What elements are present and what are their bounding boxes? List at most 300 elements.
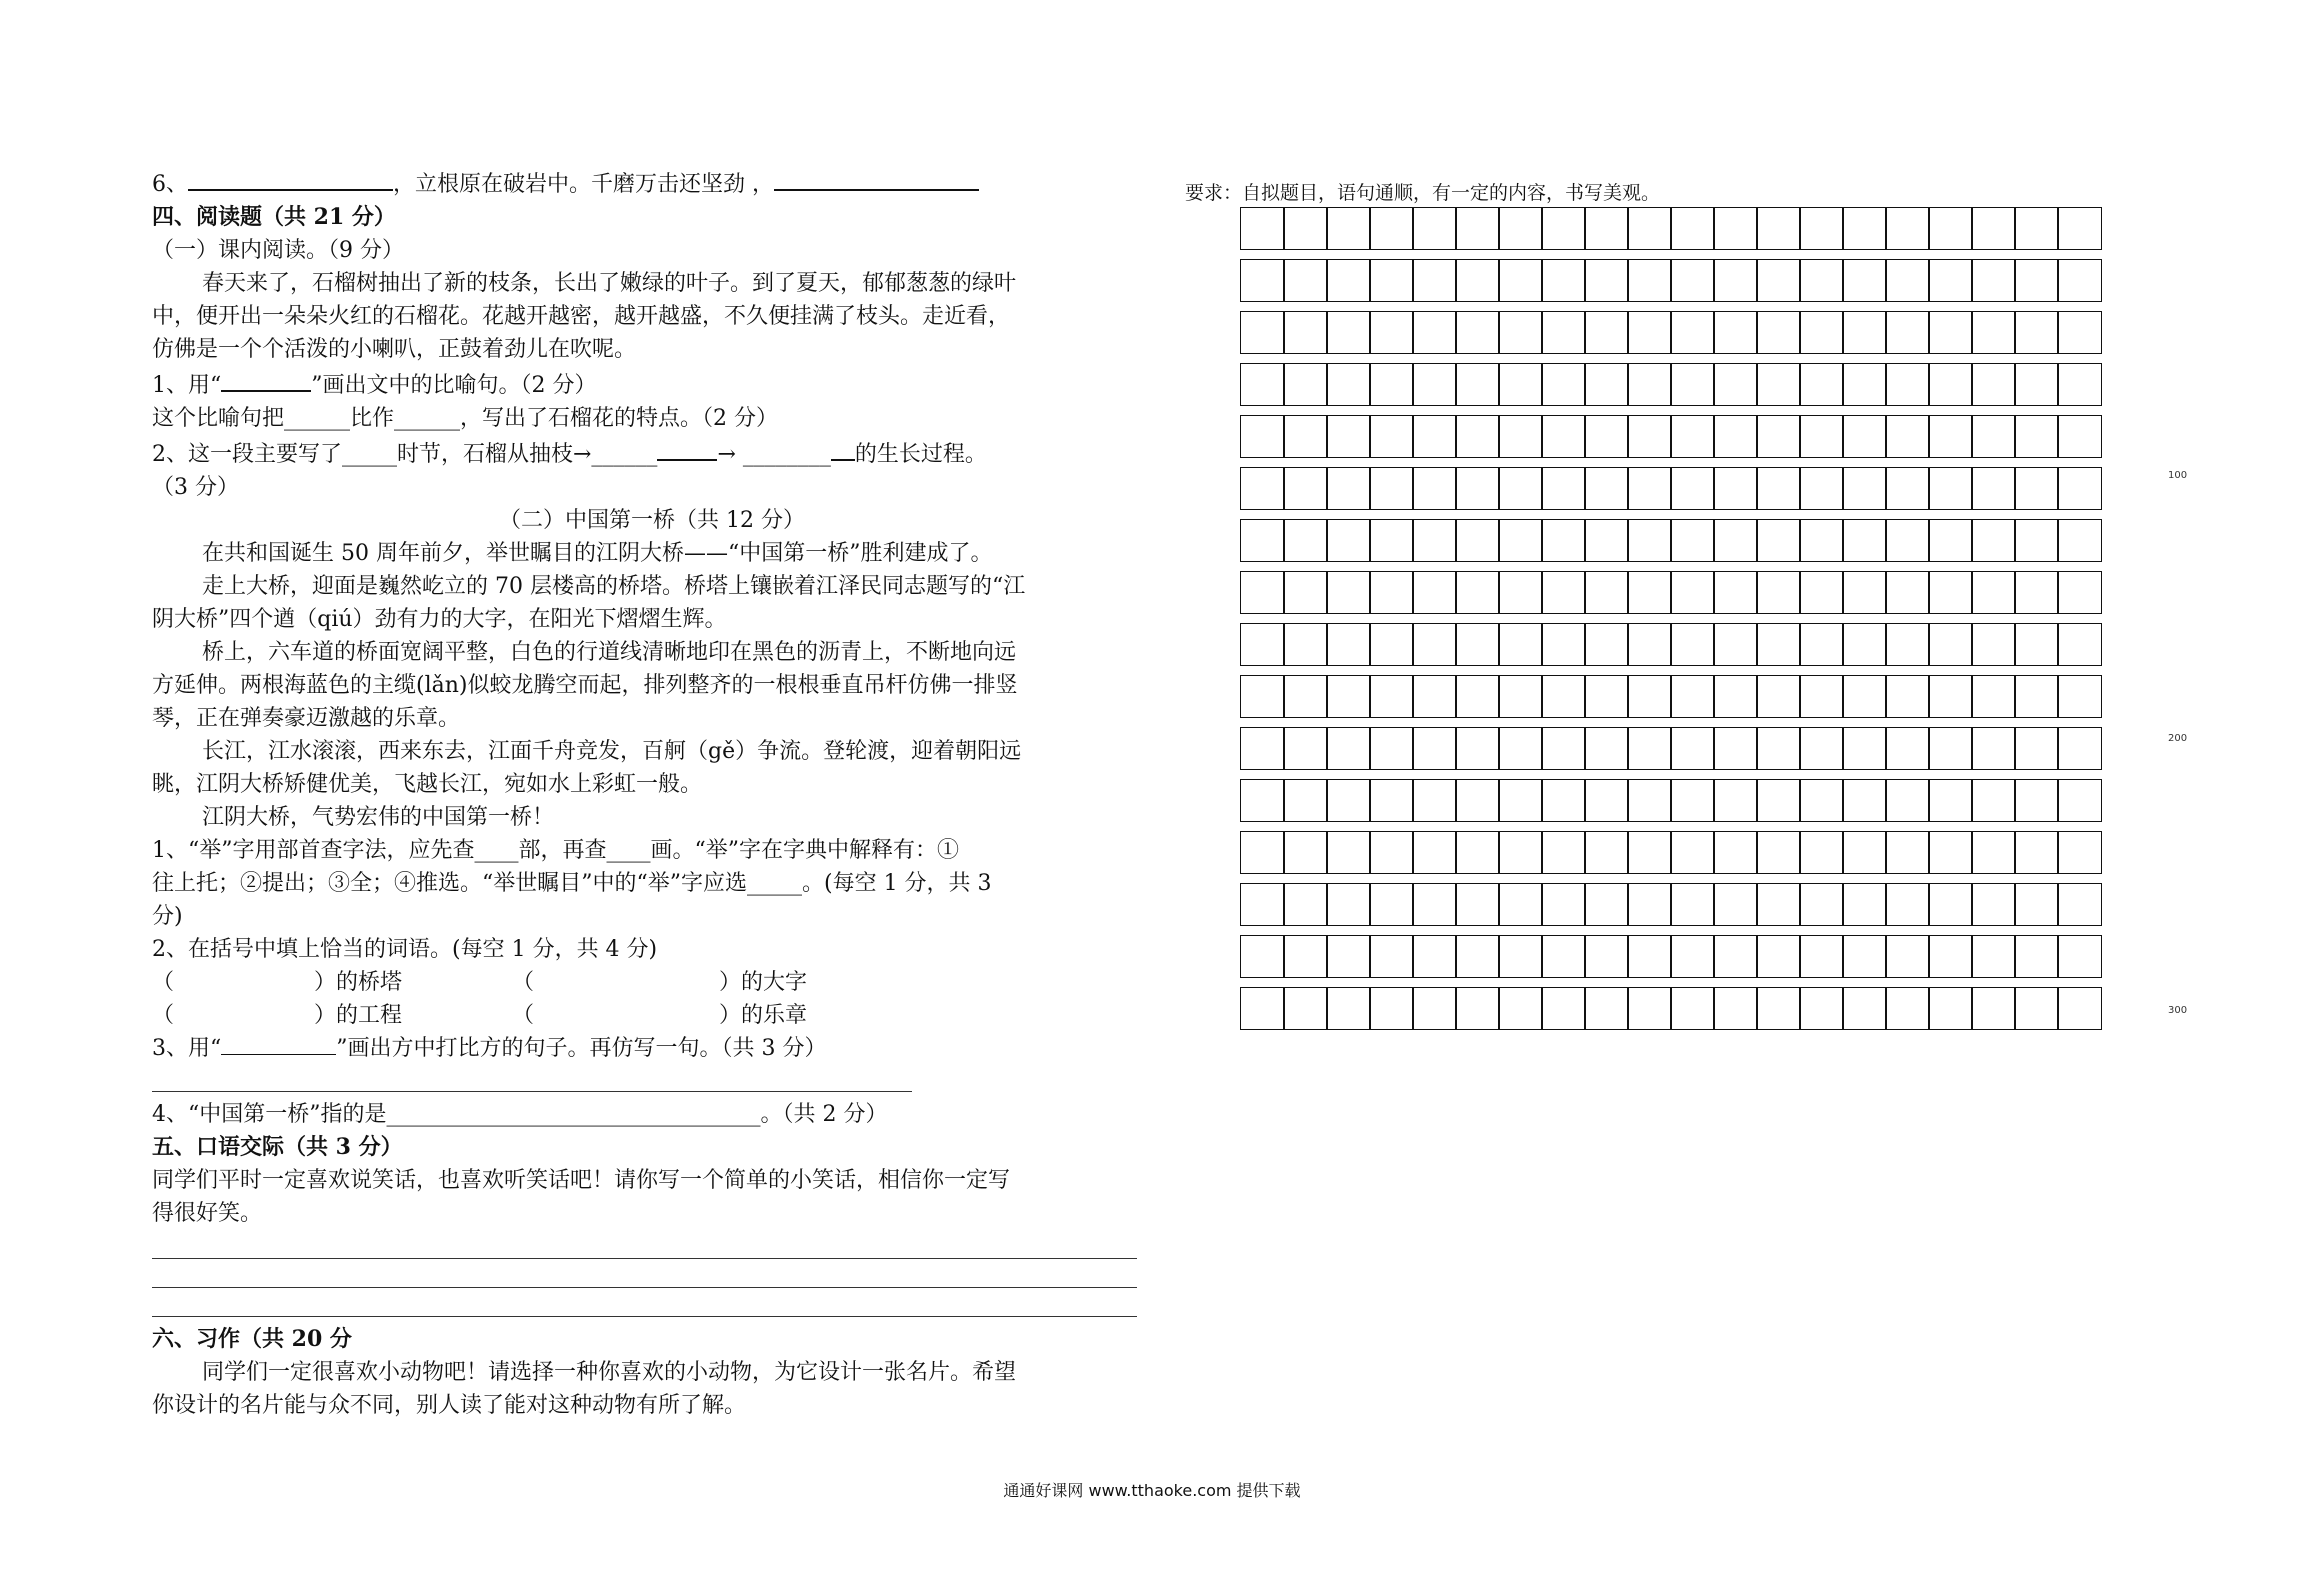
grid-cell[interactable] bbox=[1885, 883, 1930, 926]
grid-cell[interactable] bbox=[1627, 935, 1672, 978]
grid-cell[interactable] bbox=[1627, 623, 1672, 666]
grid-cell[interactable] bbox=[1541, 311, 1586, 354]
grid-cell[interactable] bbox=[1455, 519, 1500, 562]
grid-cell[interactable] bbox=[2057, 571, 2102, 614]
answer-line[interactable] bbox=[152, 1069, 912, 1092]
grid-cell[interactable] bbox=[2057, 623, 2102, 666]
grid-cell[interactable] bbox=[1498, 883, 1543, 926]
grid-cell[interactable] bbox=[1971, 207, 2016, 250]
grid-cell[interactable] bbox=[1412, 727, 1457, 770]
grid-cell[interactable] bbox=[1240, 259, 1285, 302]
grid-cell[interactable] bbox=[1326, 675, 1371, 718]
grid-cell[interactable] bbox=[1412, 935, 1457, 978]
grid-cell[interactable] bbox=[1326, 519, 1371, 562]
grid-cell[interactable] bbox=[1670, 363, 1715, 406]
grid-cell[interactable] bbox=[1498, 675, 1543, 718]
grid-cell[interactable] bbox=[1799, 779, 1844, 822]
grid-cell[interactable] bbox=[1670, 571, 1715, 614]
grid-cell[interactable] bbox=[1455, 727, 1500, 770]
grid-cell[interactable] bbox=[1369, 675, 1414, 718]
grid-cell[interactable] bbox=[1369, 935, 1414, 978]
grid-cell[interactable] bbox=[1713, 363, 1758, 406]
grid-cell[interactable] bbox=[1928, 259, 1973, 302]
grid-cell[interactable] bbox=[2057, 727, 2102, 770]
grid-cell[interactable] bbox=[1971, 311, 2016, 354]
grid-cell[interactable] bbox=[1756, 259, 1801, 302]
grid-cell[interactable] bbox=[2014, 519, 2059, 562]
grid-cell[interactable] bbox=[1412, 675, 1457, 718]
grid-cell[interactable] bbox=[1498, 987, 1543, 1030]
grid-cell[interactable] bbox=[1799, 935, 1844, 978]
grid-cell[interactable] bbox=[1541, 623, 1586, 666]
grid-cell[interactable] bbox=[1283, 519, 1328, 562]
grid-cell[interactable] bbox=[1928, 207, 1973, 250]
grid-cell[interactable] bbox=[1627, 415, 1672, 458]
grid-cell[interactable] bbox=[1756, 519, 1801, 562]
grid-cell[interactable] bbox=[2014, 259, 2059, 302]
grid-cell[interactable] bbox=[1541, 987, 1586, 1030]
grid-cell[interactable] bbox=[1799, 363, 1844, 406]
grid-cell[interactable] bbox=[2014, 987, 2059, 1030]
grid-cell[interactable] bbox=[1498, 935, 1543, 978]
grid-cell[interactable] bbox=[2014, 831, 2059, 874]
grid-cell[interactable] bbox=[1498, 831, 1543, 874]
grid-cell[interactable] bbox=[1928, 519, 1973, 562]
grid-cell[interactable] bbox=[1584, 623, 1629, 666]
grid-cell[interactable] bbox=[1412, 259, 1457, 302]
grid-cell[interactable] bbox=[1369, 415, 1414, 458]
grid-cell[interactable] bbox=[1455, 311, 1500, 354]
q2-blank-2[interactable] bbox=[831, 435, 855, 461]
grid-cell[interactable] bbox=[1455, 987, 1500, 1030]
grid-cell[interactable] bbox=[1541, 675, 1586, 718]
grid-cell[interactable] bbox=[1842, 363, 1887, 406]
grid-cell[interactable] bbox=[2057, 883, 2102, 926]
grid-cell[interactable] bbox=[1842, 571, 1887, 614]
grid-cell[interactable] bbox=[1455, 831, 1500, 874]
grid-cell[interactable] bbox=[1670, 259, 1715, 302]
grid-cell[interactable] bbox=[1885, 935, 1930, 978]
grid-cell[interactable] bbox=[1240, 779, 1285, 822]
grid-cell[interactable] bbox=[1412, 883, 1457, 926]
grid-cell[interactable] bbox=[1326, 727, 1371, 770]
grid-cell[interactable] bbox=[1713, 571, 1758, 614]
grid-cell[interactable] bbox=[1713, 519, 1758, 562]
grid-cell[interactable] bbox=[1799, 623, 1844, 666]
grid-cell[interactable] bbox=[1756, 831, 1801, 874]
grid-cell[interactable] bbox=[2057, 311, 2102, 354]
grid-cell[interactable] bbox=[1326, 987, 1371, 1030]
grid-cell[interactable] bbox=[1541, 727, 1586, 770]
grid-cell[interactable] bbox=[1928, 883, 1973, 926]
grid-cell[interactable] bbox=[1240, 207, 1285, 250]
grid-cell[interactable] bbox=[2057, 363, 2102, 406]
q6-blank-1[interactable] bbox=[188, 165, 393, 191]
grid-cell[interactable] bbox=[1799, 571, 1844, 614]
grid-cell[interactable] bbox=[1283, 675, 1328, 718]
grid-cell[interactable] bbox=[1240, 935, 1285, 978]
grid-cell[interactable] bbox=[1541, 831, 1586, 874]
grid-cell[interactable] bbox=[1498, 311, 1543, 354]
grid-cell[interactable] bbox=[2057, 779, 2102, 822]
grid-cell[interactable] bbox=[1670, 467, 1715, 510]
grid-cell[interactable] bbox=[1240, 623, 1285, 666]
grid-cell[interactable] bbox=[1627, 675, 1672, 718]
grid-cell[interactable] bbox=[1627, 987, 1672, 1030]
grid-cell[interactable] bbox=[1971, 987, 2016, 1030]
grid-cell[interactable] bbox=[1498, 207, 1543, 250]
grid-cell[interactable] bbox=[1369, 831, 1414, 874]
grid-cell[interactable] bbox=[1584, 363, 1629, 406]
grid-cell[interactable] bbox=[1713, 207, 1758, 250]
answer-line[interactable] bbox=[152, 1236, 1137, 1259]
grid-cell[interactable] bbox=[1283, 311, 1328, 354]
grid-cell[interactable] bbox=[1283, 727, 1328, 770]
grid-cell[interactable] bbox=[1584, 935, 1629, 978]
grid-cell[interactable] bbox=[1885, 987, 1930, 1030]
grid-cell[interactable] bbox=[2014, 883, 2059, 926]
grid-cell[interactable] bbox=[1627, 363, 1672, 406]
grid-cell[interactable] bbox=[1971, 571, 2016, 614]
grid-cell[interactable] bbox=[1455, 935, 1500, 978]
grid-cell[interactable] bbox=[1412, 207, 1457, 250]
grid-cell[interactable] bbox=[1283, 415, 1328, 458]
grid-cell[interactable] bbox=[1928, 571, 1973, 614]
grid-cell[interactable] bbox=[1326, 883, 1371, 926]
grid-cell[interactable] bbox=[1369, 623, 1414, 666]
grid-cell[interactable] bbox=[1971, 519, 2016, 562]
grid-cell[interactable] bbox=[1971, 363, 2016, 406]
grid-cell[interactable] bbox=[1971, 935, 2016, 978]
grid-cell[interactable] bbox=[1971, 675, 2016, 718]
grid-cell[interactable] bbox=[1283, 987, 1328, 1030]
grid-cell[interactable] bbox=[1627, 831, 1672, 874]
grid-cell[interactable] bbox=[1756, 883, 1801, 926]
grid-cell[interactable] bbox=[1584, 259, 1629, 302]
grid-cell[interactable] bbox=[1240, 987, 1285, 1030]
grid-cell[interactable] bbox=[1799, 259, 1844, 302]
grid-cell[interactable] bbox=[1412, 831, 1457, 874]
grid-cell[interactable] bbox=[1455, 207, 1500, 250]
grid-cell[interactable] bbox=[1885, 311, 1930, 354]
grid-cell[interactable] bbox=[1498, 779, 1543, 822]
grid-cell[interactable] bbox=[1240, 675, 1285, 718]
grid-cell[interactable] bbox=[1283, 623, 1328, 666]
grid-cell[interactable] bbox=[1283, 883, 1328, 926]
grid-cell[interactable] bbox=[1842, 415, 1887, 458]
grid-cell[interactable] bbox=[1240, 727, 1285, 770]
grid-cell[interactable] bbox=[1842, 519, 1887, 562]
grid-cell[interactable] bbox=[1326, 935, 1371, 978]
grid-cell[interactable] bbox=[1670, 623, 1715, 666]
grid-cell[interactable] bbox=[1240, 519, 1285, 562]
grid-cell[interactable] bbox=[1756, 623, 1801, 666]
grid-cell[interactable] bbox=[1842, 675, 1887, 718]
grid-cell[interactable] bbox=[1584, 675, 1629, 718]
grid-cell[interactable] bbox=[1498, 415, 1543, 458]
grid-cell[interactable] bbox=[1885, 363, 1930, 406]
grid-cell[interactable] bbox=[2057, 207, 2102, 250]
grid-cell[interactable] bbox=[2014, 311, 2059, 354]
grid-cell[interactable] bbox=[1240, 415, 1285, 458]
grid-cell[interactable] bbox=[1885, 519, 1930, 562]
grid-cell[interactable] bbox=[1541, 779, 1586, 822]
grid-cell[interactable] bbox=[1326, 779, 1371, 822]
grid-cell[interactable] bbox=[1498, 259, 1543, 302]
grid-cell[interactable] bbox=[1670, 519, 1715, 562]
grid-cell[interactable] bbox=[1799, 415, 1844, 458]
grid-cell[interactable] bbox=[1369, 779, 1414, 822]
grid-cell[interactable] bbox=[1713, 311, 1758, 354]
grid-cell[interactable] bbox=[1842, 779, 1887, 822]
grid-cell[interactable] bbox=[2057, 987, 2102, 1030]
grid-cell[interactable] bbox=[1326, 311, 1371, 354]
grid-cell[interactable] bbox=[1885, 259, 1930, 302]
grid-cell[interactable] bbox=[1584, 519, 1629, 562]
grid-cell[interactable] bbox=[1627, 311, 1672, 354]
grid-cell[interactable] bbox=[1584, 987, 1629, 1030]
grid-cell[interactable] bbox=[1756, 311, 1801, 354]
grid-cell[interactable] bbox=[1928, 415, 1973, 458]
grid-cell[interactable] bbox=[2057, 519, 2102, 562]
grid-cell[interactable] bbox=[1713, 987, 1758, 1030]
grid-cell[interactable] bbox=[2057, 259, 2102, 302]
grid-cell[interactable] bbox=[1756, 363, 1801, 406]
grid-cell[interactable] bbox=[1326, 259, 1371, 302]
grid-cell[interactable] bbox=[1713, 675, 1758, 718]
grid-cell[interactable] bbox=[1627, 779, 1672, 822]
grid-cell[interactable] bbox=[2014, 363, 2059, 406]
grid-cell[interactable] bbox=[1369, 259, 1414, 302]
grid-cell[interactable] bbox=[1326, 467, 1371, 510]
grid-cell[interactable] bbox=[1928, 623, 1973, 666]
grid-cell[interactable] bbox=[2014, 727, 2059, 770]
grid-cell[interactable] bbox=[1627, 259, 1672, 302]
grid-cell[interactable] bbox=[1670, 935, 1715, 978]
grid-cell[interactable] bbox=[1584, 727, 1629, 770]
grid-cell[interactable] bbox=[1885, 207, 1930, 250]
grid-cell[interactable] bbox=[1627, 207, 1672, 250]
grid-cell[interactable] bbox=[1412, 987, 1457, 1030]
grid-cell[interactable] bbox=[1541, 259, 1586, 302]
grid-cell[interactable] bbox=[1369, 467, 1414, 510]
grid-cell[interactable] bbox=[1283, 363, 1328, 406]
grid-cell[interactable] bbox=[1240, 363, 1285, 406]
grid-cell[interactable] bbox=[1455, 571, 1500, 614]
grid-cell[interactable] bbox=[1627, 883, 1672, 926]
grid-cell[interactable] bbox=[1842, 207, 1887, 250]
grid-cell[interactable] bbox=[1412, 311, 1457, 354]
grid-cell[interactable] bbox=[1455, 259, 1500, 302]
grid-cell[interactable] bbox=[1928, 363, 1973, 406]
grid-cell[interactable] bbox=[1842, 727, 1887, 770]
grid-cell[interactable] bbox=[1541, 883, 1586, 926]
grid-cell[interactable] bbox=[1498, 363, 1543, 406]
grid-cell[interactable] bbox=[1283, 207, 1328, 250]
grid-cell[interactable] bbox=[1885, 831, 1930, 874]
grid-cell[interactable] bbox=[1928, 935, 1973, 978]
grid-cell[interactable] bbox=[1971, 779, 2016, 822]
grid-cell[interactable] bbox=[1928, 467, 1973, 510]
grid-cell[interactable] bbox=[1369, 727, 1414, 770]
grid-cell[interactable] bbox=[1713, 935, 1758, 978]
grid-cell[interactable] bbox=[1885, 727, 1930, 770]
grid-cell[interactable] bbox=[1842, 935, 1887, 978]
grid-cell[interactable] bbox=[1541, 207, 1586, 250]
grid-cell[interactable] bbox=[1584, 571, 1629, 614]
grid-cell[interactable] bbox=[2014, 415, 2059, 458]
grid-cell[interactable] bbox=[1584, 207, 1629, 250]
grid-cell[interactable] bbox=[1928, 831, 1973, 874]
grid-cell[interactable] bbox=[1240, 883, 1285, 926]
grid-cell[interactable] bbox=[1412, 623, 1457, 666]
grid-cell[interactable] bbox=[1756, 207, 1801, 250]
grid-cell[interactable] bbox=[1541, 415, 1586, 458]
grid-cell[interactable] bbox=[1283, 935, 1328, 978]
grid-cell[interactable] bbox=[1842, 883, 1887, 926]
grid-cell[interactable] bbox=[1670, 727, 1715, 770]
grid-cell[interactable] bbox=[1412, 415, 1457, 458]
grid-cell[interactable] bbox=[1670, 831, 1715, 874]
grid-cell[interactable] bbox=[1885, 571, 1930, 614]
grid-cell[interactable] bbox=[1326, 415, 1371, 458]
grid-cell[interactable] bbox=[1971, 259, 2016, 302]
grid-cell[interactable] bbox=[1369, 311, 1414, 354]
grid-cell[interactable] bbox=[2014, 207, 2059, 250]
grid-cell[interactable] bbox=[1713, 415, 1758, 458]
grid-cell[interactable] bbox=[1584, 415, 1629, 458]
grid-cell[interactable] bbox=[1713, 831, 1758, 874]
grid-cell[interactable] bbox=[1369, 363, 1414, 406]
grid-cell[interactable] bbox=[1240, 831, 1285, 874]
grid-cell[interactable] bbox=[1412, 779, 1457, 822]
grid-cell[interactable] bbox=[1971, 623, 2016, 666]
grid-cell[interactable] bbox=[1928, 311, 1973, 354]
grid-cell[interactable] bbox=[1412, 519, 1457, 562]
grid-cell[interactable] bbox=[2014, 571, 2059, 614]
grid-cell[interactable] bbox=[1756, 675, 1801, 718]
grid-cell[interactable] bbox=[1369, 519, 1414, 562]
grid-cell[interactable] bbox=[1584, 883, 1629, 926]
grid-cell[interactable] bbox=[1799, 727, 1844, 770]
grid-cell[interactable] bbox=[2057, 467, 2102, 510]
grid-cell[interactable] bbox=[1627, 727, 1672, 770]
grid-cell[interactable] bbox=[1885, 623, 1930, 666]
grid-cell[interactable] bbox=[1369, 987, 1414, 1030]
grid-cell[interactable] bbox=[1369, 571, 1414, 614]
answer-line[interactable] bbox=[152, 1294, 1137, 1317]
grid-cell[interactable] bbox=[1842, 831, 1887, 874]
grid-cell[interactable] bbox=[1799, 831, 1844, 874]
grid-cell[interactable] bbox=[1713, 727, 1758, 770]
grid-cell[interactable] bbox=[1670, 675, 1715, 718]
grid-cell[interactable] bbox=[1541, 519, 1586, 562]
grid-cell[interactable] bbox=[2057, 935, 2102, 978]
grid-cell[interactable] bbox=[1584, 779, 1629, 822]
grid-cell[interactable] bbox=[1756, 415, 1801, 458]
grid-cell[interactable] bbox=[1369, 883, 1414, 926]
q2-blank[interactable] bbox=[657, 435, 717, 461]
composition-grid[interactable] bbox=[1240, 207, 2102, 1039]
grid-cell[interactable] bbox=[1928, 779, 1973, 822]
grid-cell[interactable] bbox=[1885, 467, 1930, 510]
grid-cell[interactable] bbox=[2014, 935, 2059, 978]
grid-cell[interactable] bbox=[1971, 883, 2016, 926]
grid-cell[interactable] bbox=[1799, 311, 1844, 354]
grid-cell[interactable] bbox=[1412, 571, 1457, 614]
grid-cell[interactable] bbox=[1799, 207, 1844, 250]
grid-cell[interactable] bbox=[1283, 467, 1328, 510]
grid-cell[interactable] bbox=[1713, 259, 1758, 302]
grid-cell[interactable] bbox=[2014, 675, 2059, 718]
grid-cell[interactable] bbox=[1498, 727, 1543, 770]
grid-cell[interactable] bbox=[2057, 675, 2102, 718]
grid-cell[interactable] bbox=[1584, 311, 1629, 354]
grid-cell[interactable] bbox=[2014, 467, 2059, 510]
grid-cell[interactable] bbox=[1326, 207, 1371, 250]
grid-cell[interactable] bbox=[1627, 519, 1672, 562]
grid-cell[interactable] bbox=[1670, 207, 1715, 250]
grid-cell[interactable] bbox=[1713, 779, 1758, 822]
grid-cell[interactable] bbox=[1713, 467, 1758, 510]
grid-cell[interactable] bbox=[1412, 467, 1457, 510]
grid-cell[interactable] bbox=[1283, 259, 1328, 302]
grid-cell[interactable] bbox=[1799, 987, 1844, 1030]
grid-cell[interactable] bbox=[2057, 415, 2102, 458]
grid-cell[interactable] bbox=[1756, 571, 1801, 614]
grid-cell[interactable] bbox=[1670, 779, 1715, 822]
grid-cell[interactable] bbox=[1756, 467, 1801, 510]
grid-cell[interactable] bbox=[1713, 883, 1758, 926]
grid-cell[interactable] bbox=[1799, 675, 1844, 718]
grid-cell[interactable] bbox=[1670, 987, 1715, 1030]
grid-cell[interactable] bbox=[1541, 935, 1586, 978]
grid-cell[interactable] bbox=[2057, 831, 2102, 874]
grid-cell[interactable] bbox=[1326, 831, 1371, 874]
grid-cell[interactable] bbox=[1240, 571, 1285, 614]
grid-cell[interactable] bbox=[1283, 779, 1328, 822]
grid-cell[interactable] bbox=[1756, 987, 1801, 1030]
grid-cell[interactable] bbox=[1799, 883, 1844, 926]
grid-cell[interactable] bbox=[1670, 311, 1715, 354]
grid-cell[interactable] bbox=[1240, 311, 1285, 354]
grid-cell[interactable] bbox=[1498, 519, 1543, 562]
grid-cell[interactable] bbox=[1627, 571, 1672, 614]
grid-cell[interactable] bbox=[2014, 779, 2059, 822]
grid-cell[interactable] bbox=[1498, 467, 1543, 510]
grid-cell[interactable] bbox=[1928, 675, 1973, 718]
grid-cell[interactable] bbox=[1928, 987, 1973, 1030]
grid-cell[interactable] bbox=[1455, 415, 1500, 458]
grid-cell[interactable] bbox=[1885, 415, 1930, 458]
grid-cell[interactable] bbox=[1670, 415, 1715, 458]
grid-cell[interactable] bbox=[1498, 623, 1543, 666]
grid-cell[interactable] bbox=[1627, 467, 1672, 510]
grid-cell[interactable] bbox=[1455, 467, 1500, 510]
grid-cell[interactable] bbox=[1326, 363, 1371, 406]
grid-cell[interactable] bbox=[1799, 467, 1844, 510]
grid-cell[interactable] bbox=[1584, 467, 1629, 510]
grid-cell[interactable] bbox=[1670, 883, 1715, 926]
grid-cell[interactable] bbox=[1842, 311, 1887, 354]
grid-cell[interactable] bbox=[2014, 623, 2059, 666]
grid-cell[interactable] bbox=[1842, 259, 1887, 302]
grid-cell[interactable] bbox=[1756, 779, 1801, 822]
grid-cell[interactable] bbox=[1541, 467, 1586, 510]
grid-cell[interactable] bbox=[1412, 363, 1457, 406]
answer-line[interactable] bbox=[152, 1265, 1137, 1288]
grid-cell[interactable] bbox=[1928, 727, 1973, 770]
